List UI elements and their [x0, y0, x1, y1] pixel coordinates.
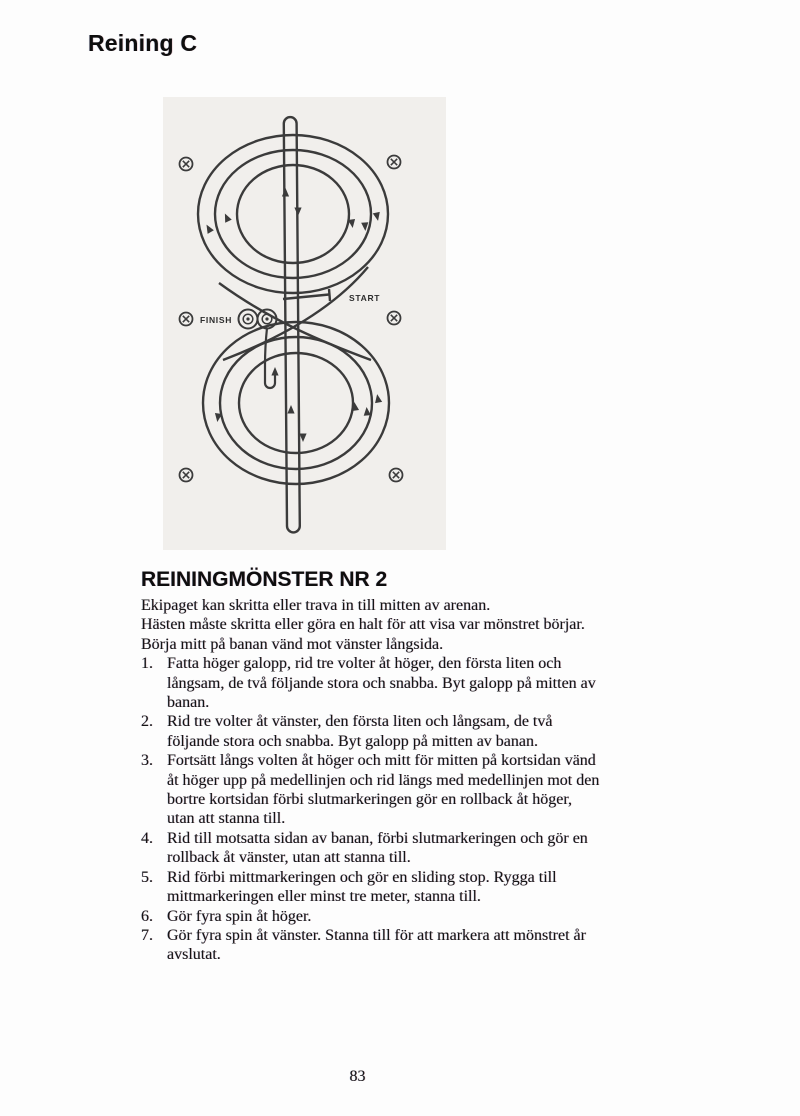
list-item [141, 907, 601, 926]
intro-line: Hästen måste skritta eller göra en halt för att visa var mönstret börjar. [141, 616, 585, 634]
step-text: Gör fyra spin åt höger. [167, 907, 312, 925]
reining-pattern-diagram [163, 97, 446, 550]
start-label: START [349, 293, 381, 303]
rollback-arrow-icon [271, 367, 278, 376]
step-number: 3. [141, 752, 153, 770]
pattern-steps-list [141, 654, 601, 965]
list-item [141, 829, 601, 868]
intro-line: Ekipaget kan skritta eller trava in till mitten av arenan. [141, 597, 491, 614]
step-text: Rid till motsatta sidan av banan, förbi slutmarkeringen och gör en rollback åt vänster, utan att stanna till. [167, 829, 588, 867]
list-item [141, 868, 601, 907]
section-heading: REININGMÖNSTER NR 2 [141, 568, 388, 591]
list-item [141, 654, 601, 712]
step-text: Gör fyra spin åt vänster. Stanna till för att markera att mönstret år avslutat. [167, 926, 586, 964]
step-text: Fortsätt långs volten åt höger och mitt för mitten på kortsidan vänd åt höger upp på medellinjen och rid längs med medellinjen mot den bortre kortsidan förbi slutmarkeringen gör en rollback åt höger, utan att stanna till. [167, 752, 600, 828]
list-item [141, 751, 601, 829]
page-title: Reining C [88, 30, 198, 56]
reining-pattern-figure [163, 97, 446, 550]
step-number: 4. [141, 829, 153, 847]
finish-label: FINISH [200, 315, 233, 325]
arena-marker-icon [180, 313, 193, 326]
arena-marker-icon [390, 469, 403, 482]
arena-marker-icon [180, 158, 193, 171]
list-item [141, 712, 601, 751]
step-number: 6. [141, 907, 153, 925]
page-number: 83 [349, 1068, 366, 1085]
arena-marker-icon [180, 469, 193, 482]
arena-marker-icon [388, 312, 401, 325]
step-text: Fatta höger galopp, rid tre volter åt höger, den första liten och långsam, de två följande stora och snabba. Byt galopp på mitten av banan. [167, 655, 596, 712]
step-number: 5. [141, 868, 153, 886]
top-circles [198, 135, 388, 293]
pattern-description [141, 568, 601, 965]
step-text: Rid tre volter åt vänster, den första liten och långsam, de två följande stora och snabba. Byt galopp på mitten av banan. [167, 713, 553, 750]
step-text: Rid förbi mittmarkeringen och gör en sliding stop. Rygga till mittmarkeringen eller minst tre meter, stanna till. [167, 868, 557, 906]
start-entry-line [283, 289, 330, 301]
list-item [141, 926, 601, 965]
step-number: 7. [141, 926, 153, 944]
intro-line: Börja mitt på banan vänd mot vänster långsida. [141, 635, 444, 653]
step-number: 1. [141, 655, 153, 673]
step-number: 2. [141, 713, 153, 731]
bottom-circles [203, 322, 389, 484]
arena-marker-icon [388, 156, 401, 169]
spin-icon [239, 310, 258, 329]
